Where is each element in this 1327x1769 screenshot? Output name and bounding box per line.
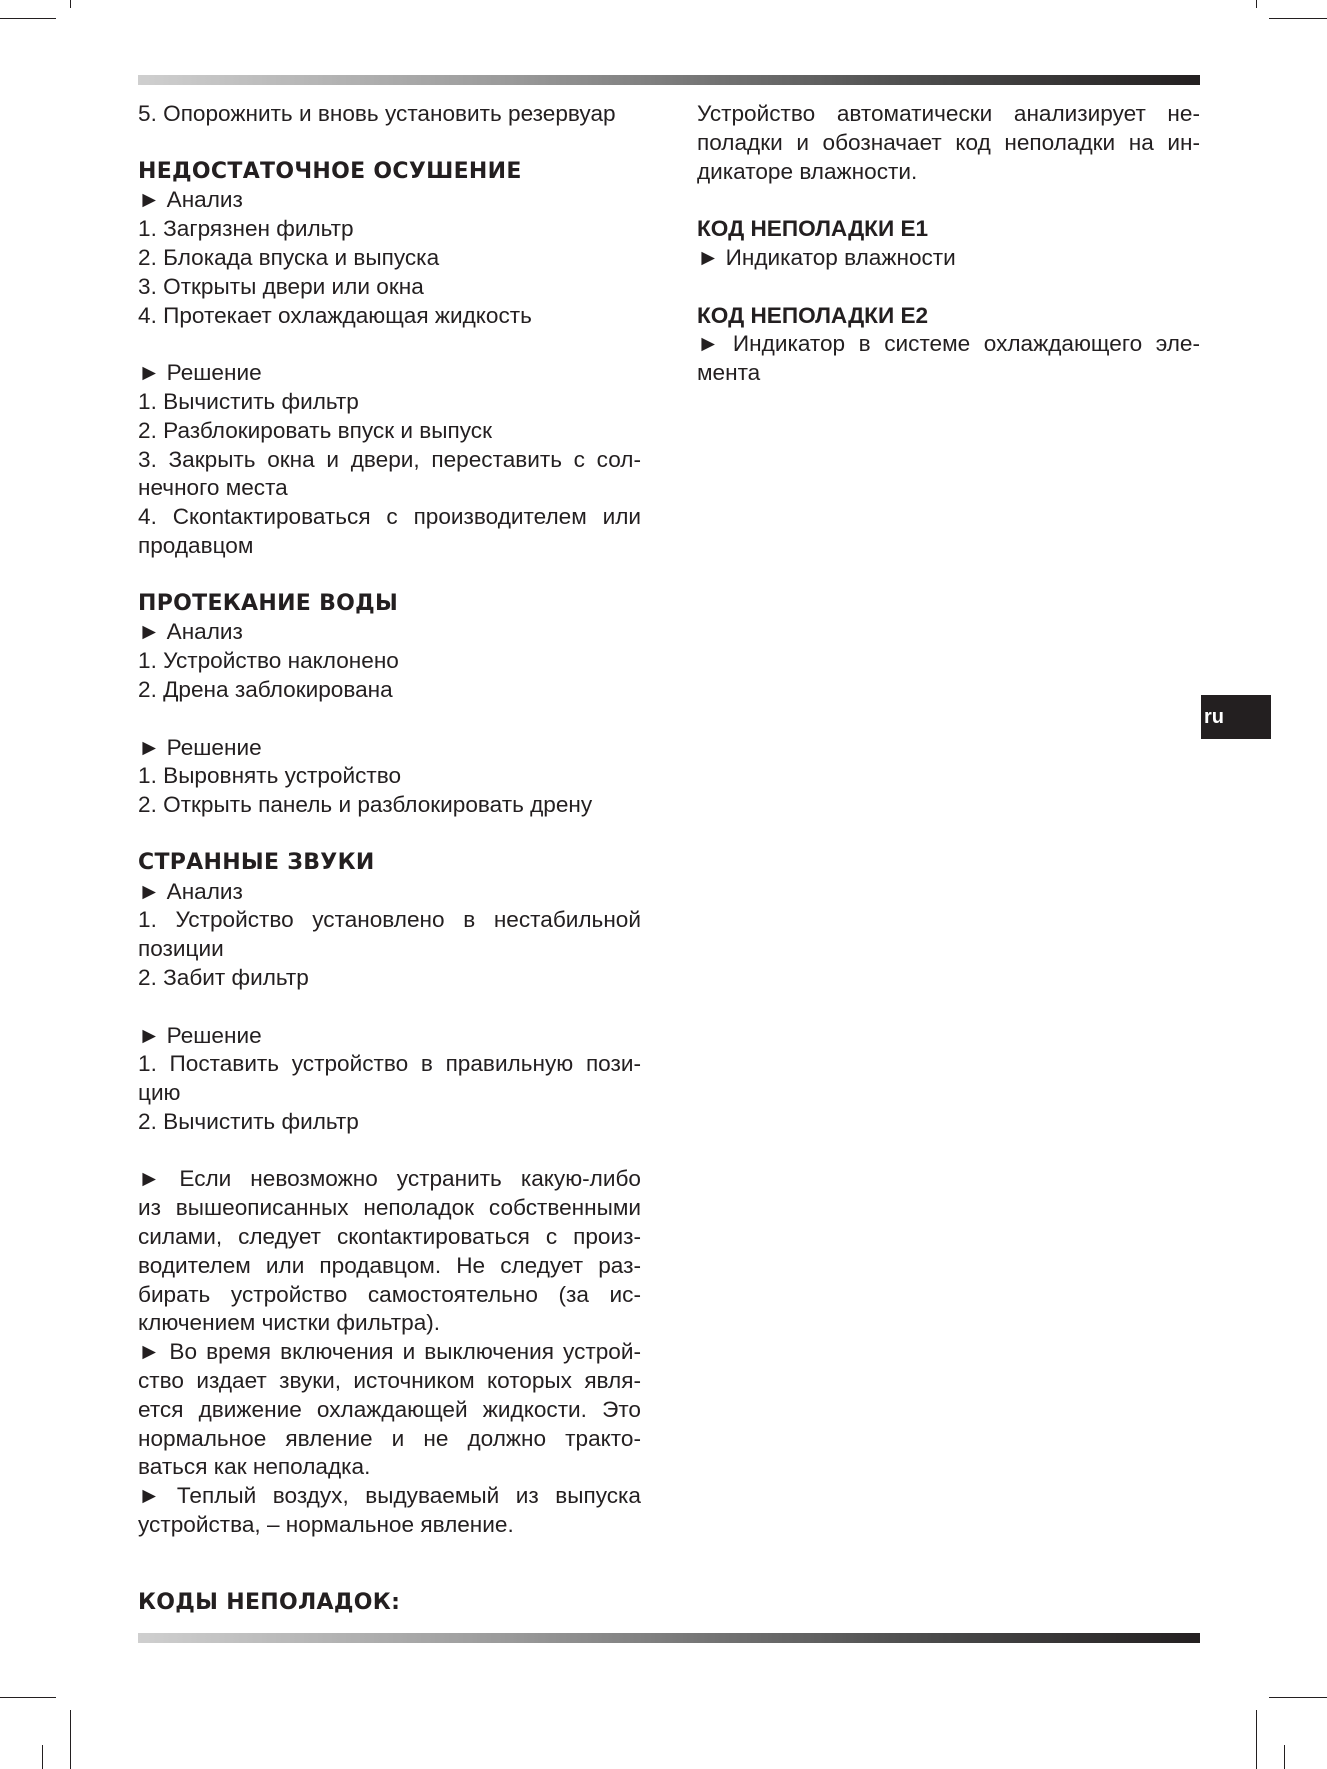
right-column <box>697 100 1200 388</box>
list-item: 1. Устройство установлено в нестабильной <box>138 907 641 933</box>
section-title: ПРОТЕКАНИЕ ВОДЫ <box>138 590 399 616</box>
section-title: СТРАННЫЕ ЗВУКИ <box>138 849 375 875</box>
intro-line: поладки и обозначает код неполадки на ин- <box>697 129 1200 155</box>
note-line: ключением чистки фильтра). <box>138 1310 441 1336</box>
solution-label: ► Решение <box>138 734 262 760</box>
list-item: 2. Забит фильтр <box>138 964 309 990</box>
list-item: 1. Вычистить фильтр <box>138 388 359 414</box>
crop-mark <box>1269 1697 1327 1698</box>
crop-mark <box>0 18 56 19</box>
analysis-label: ► Анализ <box>138 619 243 645</box>
list-item: 3. Закрыть окна и двери, переставить с сол- <box>138 446 641 472</box>
list-item: 4. Скontактироваться с производителем или <box>138 504 641 530</box>
list-item: нечного места <box>138 475 288 501</box>
list-item: 2. Дрена заблокирована <box>138 676 393 702</box>
crop-mark <box>70 1710 71 1769</box>
list-item: 2. Блокада впуска и выпуска <box>138 244 440 270</box>
crop-mark <box>1269 18 1327 19</box>
note-line: водителем или продавцом. Не следует раз- <box>138 1252 641 1278</box>
list-item: 1. Загрязнен фильтр <box>138 216 354 242</box>
crop-mark <box>0 1697 56 1698</box>
note-line: из вышеописанных неполадок собственными <box>138 1195 641 1221</box>
solution-label: ► Решение <box>138 360 262 386</box>
error-code-line: ► Индикатор влажности <box>697 244 956 270</box>
crop-mark <box>1256 0 1257 8</box>
crop-mark <box>70 0 71 8</box>
list-item: цию <box>138 1080 181 1106</box>
note-line: бирать устройство самостоятельно (за ис- <box>138 1281 641 1307</box>
header-rule <box>138 75 1200 85</box>
solution-label: ► Решение <box>138 1022 262 1048</box>
note-line: ► Если невозможно устранить какую-либо <box>138 1166 641 1192</box>
note-line: ется движение охлаждающей жидкости. Это <box>138 1396 641 1422</box>
list-item: 2. Открыть панель и разблокировать дрену <box>138 792 593 818</box>
error-code-line: мента <box>697 360 761 386</box>
footer-section-title: КОДЫ НЕПОЛАДОК: <box>138 1590 401 1615</box>
note-line: ство издает звуки, источником которых явля- <box>138 1368 641 1394</box>
list-item: 2. Разблокировать впуск и выпуск <box>138 417 492 443</box>
list-item: 1. Устройство наклонено <box>138 648 399 674</box>
analysis-label: ► Анализ <box>138 187 243 213</box>
list-item: 1. Поставить устройство в правильную пози- <box>138 1051 641 1077</box>
list-item: 5. Опорожнить и вновь установить резервуар <box>138 101 616 126</box>
list-item: позиции <box>138 936 224 962</box>
note-line: ► Во время включения и выключения устрой- <box>138 1339 641 1365</box>
error-code-line: ► Индикатор в системе охлаждающего эле- <box>697 331 1200 357</box>
section-title: НЕДОСТАТОЧНОЕ ОСУШЕНИЕ <box>138 158 522 184</box>
intro-line: дикаторе влажности. <box>697 158 918 184</box>
language-tab: ru <box>1201 695 1271 739</box>
list-item: 3. Открыты двери или окна <box>138 273 424 299</box>
list-item: 2. Вычистить фильтр <box>138 1108 359 1134</box>
list-item: 1. Выровнять устройство <box>138 763 402 789</box>
crop-mark <box>1256 1710 1257 1769</box>
crop-mark <box>1284 1745 1285 1769</box>
note-line: ваться как неполадка. <box>138 1454 371 1480</box>
note-line: устройства, – нормальное явление. <box>138 1512 514 1538</box>
error-code-title: КОД НЕПОЛАДКИ E1 <box>697 216 929 242</box>
crop-mark <box>42 1745 43 1769</box>
analysis-label: ► Анализ <box>138 878 243 904</box>
left-column <box>138 100 641 1540</box>
note-line: нормальное явление и не должно тракто- <box>138 1425 641 1451</box>
list-item: 4. Протекает охлаждающая жидкость <box>138 302 532 328</box>
list-item: продавцом <box>138 532 254 558</box>
footer-rule <box>138 1633 1200 1643</box>
note-line: ► Теплый воздух, выдуваемый из выпуска <box>138 1483 641 1509</box>
note-line: силами, следует скontактироваться с произ- <box>138 1224 641 1250</box>
intro-line: Устройство автоматически анализирует не- <box>697 101 1200 126</box>
error-code-title: КОД НЕПОЛАДКИ E2 <box>697 302 929 328</box>
